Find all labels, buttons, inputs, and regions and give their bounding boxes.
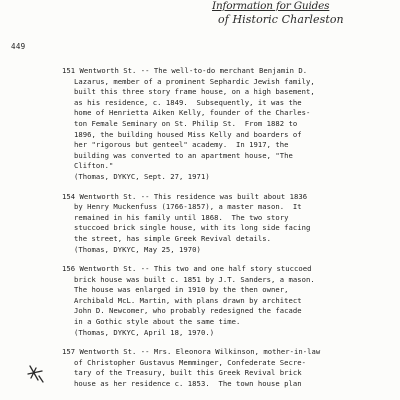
entry-text-line: the street, has simple Greek Revival details. [74,233,271,243]
entry-text-line: building was converted to an apartment house, "The [74,150,293,160]
entry-text-line: Archibald McL. Martin, with plans drawn by architect [74,295,302,305]
entry-block [62,347,398,389]
handwritten-note-line-1: Information for Guides [212,0,330,12]
entry-text-line: 1896, the building housed Miss Kelly and boarders of [74,129,302,139]
entries-list [62,66,398,399]
entry-text-line: her "rigorous but genteel" academy. In 1917, the [74,140,289,150]
page-number: 449 [11,42,26,51]
entry-text-line: (Thomas, DYKYC, April 18, 1970.) [74,327,215,337]
entry-text-line: The house was enlarged in 1910 by the then owner, [74,285,289,295]
entry-text-line: built this three story frame house, on a high basement, [74,87,315,97]
entry-text-line: Lazarus, member of a prominent Sephardic Jewish family, [74,76,315,86]
entry-text-line: John D. Newcomer, who probably redesigned the facade [74,306,302,316]
handwritten-margin-mark-icon [24,362,48,386]
entry-text-line: house as her residence c. 1853. The town house plan [74,379,302,389]
entry-text-line: home of Henrietta Aiken Kelly, founder of the Charles- [74,108,311,118]
entry-block [62,66,398,183]
entry-heading-line: 157 Wentworth St. -- Mrs. Eleonora Wilkinson, mother-in-law [62,347,321,357]
entry-text-line: remained in his family until 1868. The two story [74,212,289,222]
entry-text-line: ton Female Seminary on St. Philip St. From 1882 to [74,118,298,128]
entry-heading-line: 156 Wentworth St. -- This two and one half story stuccoed [62,264,312,274]
entry-heading-line: 154 Wentworth St. -- This residence was built about 1836 [62,191,308,201]
entry-text-line: (Thomas, DYKYC, May 25, 1970) [74,244,201,254]
entry-text-line: tary of the Treasury, built this Greek Revival brick [74,368,302,378]
entry-text-line: in a Gothic style about the same time. [74,317,241,327]
entry-block [62,264,398,338]
entry-text-line: (Thomas, DYKYC, Sept. 27, 1971) [74,171,210,181]
entry-text-line: by Henry Muckenfuss (1766-1857), a master mason. It [74,202,302,212]
handwritten-note-line-2: of Historic Charleston [218,13,344,26]
entry-heading-line: 151 Wentworth St. -- The well-to-do merchant Benjamin D. [62,66,308,75]
entry-text-line: stuccoed brick single house, with its long side facing [74,223,311,233]
entry-text-line: as his residence, c. 1849. Subsequently, it was the [74,97,302,107]
entry-block [62,192,398,256]
entry-text-line: brick house was built c. 1851 by J.T. Sanders, a mason. [74,274,315,284]
entry-text-line: of Christopher Gustavus Memminger, Confederate Secre- [74,357,306,367]
entry-text-line: Clifton." [74,161,114,171]
